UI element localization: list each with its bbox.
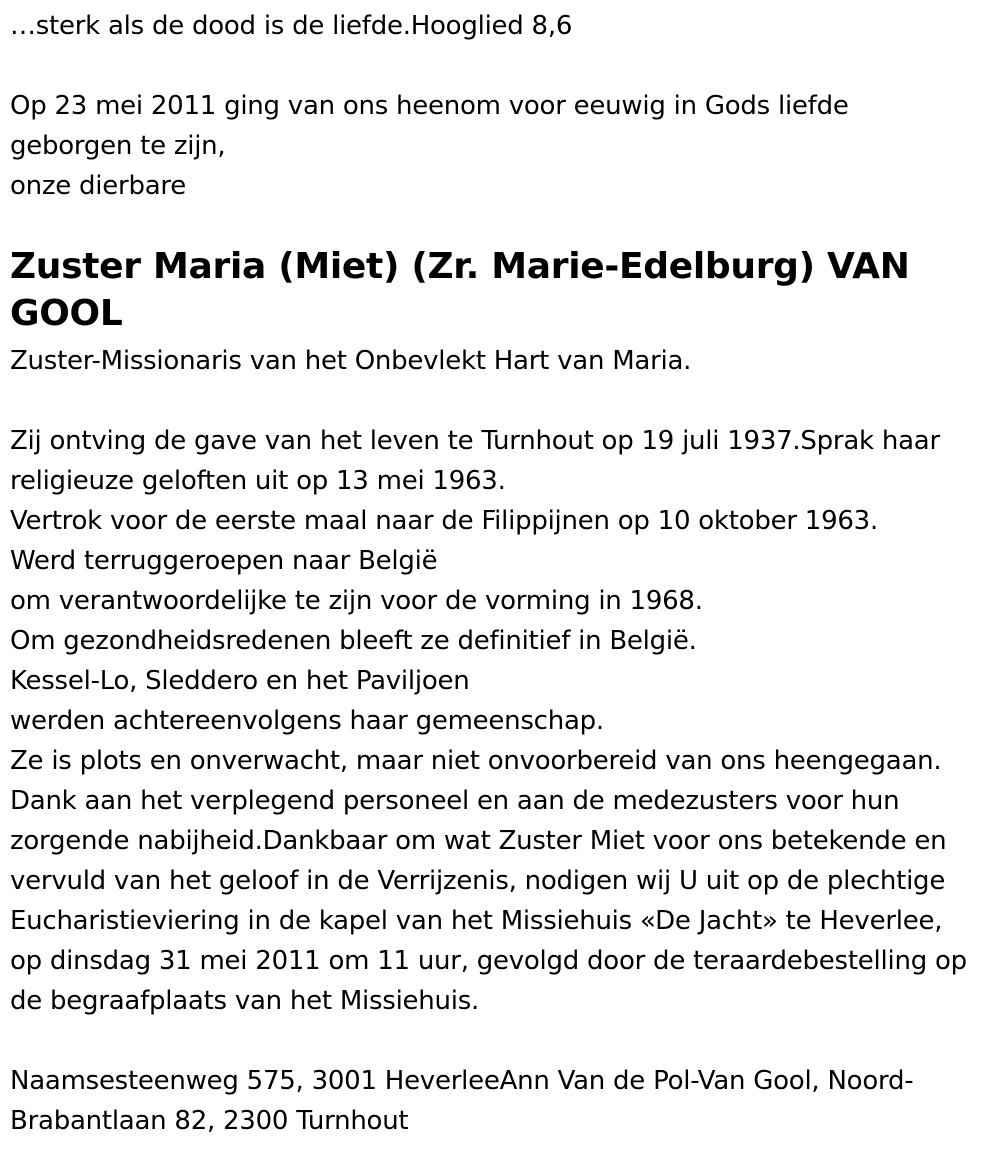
body-line: Kessel-Lo, Sleddero en het Paviljoen: [10, 666, 470, 696]
intro-line: onze dierbare: [10, 171, 187, 201]
congregation-subtitle: Zuster-Missionaris van het Onbevlekt Hart van Maria.: [10, 346, 692, 376]
quote-section: [10, 6, 572, 46]
body-line: op dinsdag 31 mei 2011 om 11 uur, gevolgd door de teraardebestelling op: [10, 946, 967, 976]
deceased-name-heading: [10, 243, 910, 337]
body-line: Werd terruggeroepen naar België: [10, 546, 438, 576]
body-text: [10, 421, 967, 1021]
address-line: Naamsesteenweg 575, 3001 HeverleeAnn Van de Pol-Van Gool, Noord-: [10, 1066, 914, 1096]
body-line: religieuze geloften uit op 13 mei 1963.: [10, 466, 506, 496]
body-line: Vertrok voor de eerste maal naar de Filippijnen op 10 oktober 1963.: [10, 506, 878, 536]
body-line: de begraafplaats van het Missiehuis.: [10, 986, 480, 1016]
body-line: werden achtereenvolgens haar gemeenschap.: [10, 706, 604, 736]
body-line: Om gezondheidsredenen bleeft ze definitief in België.: [10, 626, 697, 656]
body-line: om verantwoordelijke te zijn voor de vorming in 1968.: [10, 586, 703, 616]
bible-quote: …sterk als de dood is de liefde.Hooglied 8,6: [10, 11, 573, 41]
address-line: Brabantlaan 82, 2300 Turnhout: [10, 1106, 409, 1136]
body-line: zorgende nabijheid.Dankbaar om wat Zuster Miet voor ons betekende en: [10, 826, 947, 856]
intro-line: Op 23 mei 2011 ging van ons heenom voor eeuwig in Gods liefde: [10, 91, 849, 121]
name-line: GOOL: [10, 293, 123, 334]
body-line: Dank aan het verplegend personeel en aan de medezusters voor hun: [10, 786, 900, 816]
name-line: Zuster Maria (Miet) (Zr. Marie-Edelburg) VAN: [10, 246, 910, 287]
subtitle-section: [10, 341, 691, 381]
intro-section: [10, 86, 849, 206]
body-line: vervuld van het geloof in de Verrijzenis, nodigen wij U uit op de plechtige: [10, 866, 946, 896]
body-line: Eucharistieviering in de kapel van het Missiehuis «De Jacht» te Heverlee,: [10, 906, 943, 936]
address-section: [10, 1061, 913, 1141]
body-line: Zij ontving de gave van het leven te Turnhout op 19 juli 1937.Sprak haar: [10, 426, 940, 456]
body-line: Ze is plots en onverwacht, maar niet onvoorbereid van ons heengegaan.: [10, 746, 942, 776]
intro-line: geborgen te zijn,: [10, 131, 226, 161]
